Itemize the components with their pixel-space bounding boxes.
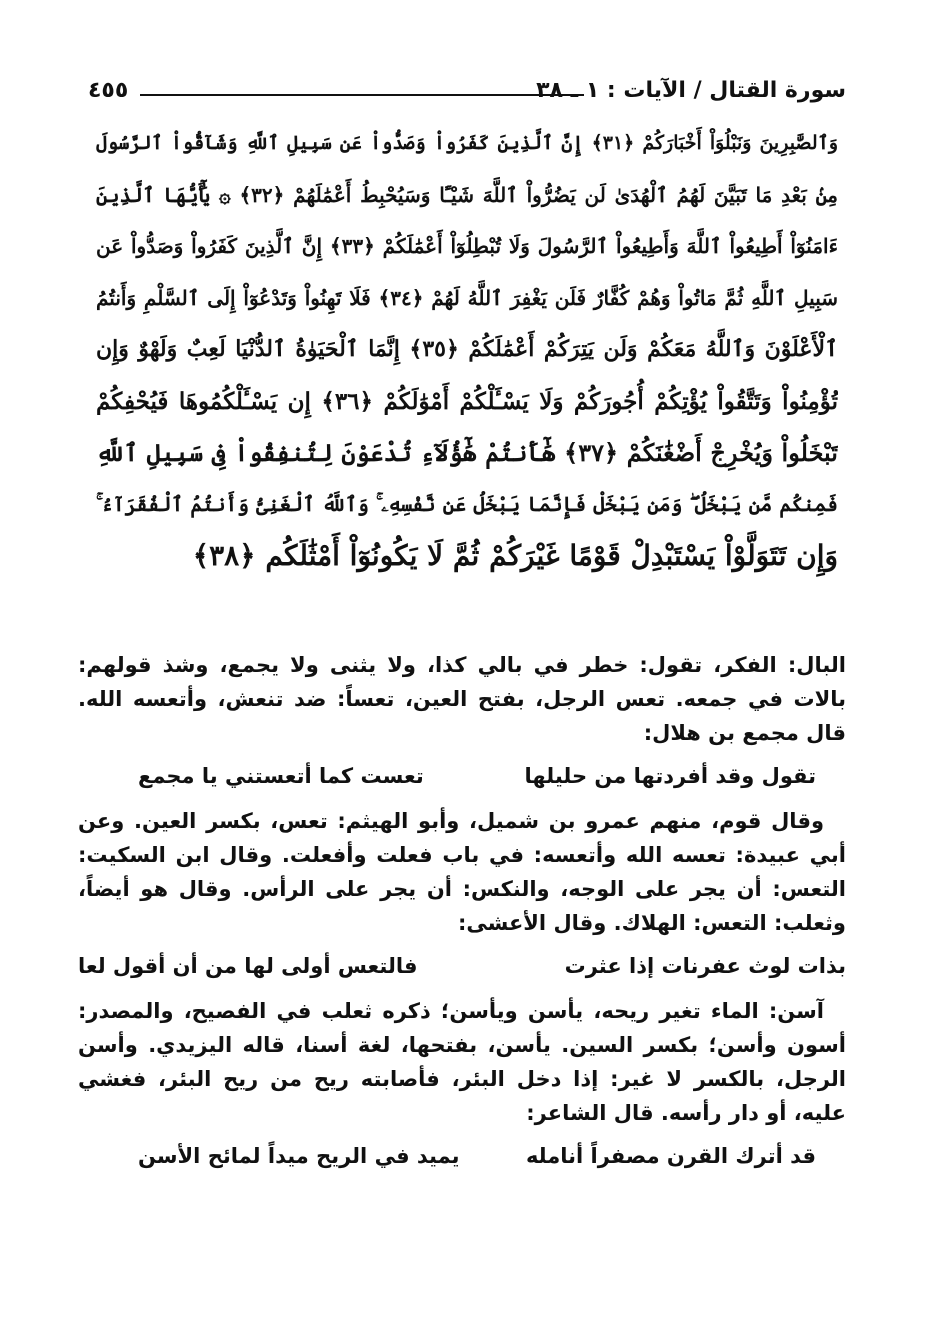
commentary-block — [78, 648, 846, 1184]
verse-second-hemistich: يميد في الريح ميداً لمائح الأسن — [138, 1144, 460, 1168]
poetry-verse — [78, 754, 846, 798]
commentary-paragraph: البال: الفكر، تقول: خطر في بالي كذا، ولا يثنى ولا يجمع، وشذ قولهم: بالات في جمعه. تعس الرجل، بفتح العين، تعساً: ضد تنعش، وأتعسه الله. قال مجمع بن هلال: — [78, 653, 846, 745]
page-number: ٤٥٥ — [88, 78, 129, 103]
surah-title: سورة القتال / الآيات : ١ ـ ٣٨ — [536, 78, 846, 103]
quran-line: ءَامَنُوٓاْ أَطِيعُواْ ٱللَّهَ وَأَطِيعُواْ ٱلرَّسُولَ وَلَا تُبْطِلُوٓاْ أَعْمَٰلَكُمْ ﴿٣٣﴾ إِنَّ ٱلَّذِينَ كَفَرُواْ وَصَدُّواْ عَن — [96, 234, 838, 258]
poetry-verse — [78, 1134, 846, 1178]
verse-first-hemistich: بذات لوث عفرنات إذا عثرت — [564, 954, 846, 978]
quran-line: سَبِيلِ ٱللَّهِ ثُمَّ مَاتُواْ وَهُمْ كُفَّارٌ فَلَن يَغْفِرَ ٱللَّهُ لَهُمْ ﴿٣٤﴾ فَلَا تَهِنُواْ وَتَدْعُوٓاْ إِلَى ٱلسَّلْمِ وَأَنتُمُ — [96, 285, 838, 310]
verse-first-hemistich: قد أترك القرن مصفراً أنامله — [525, 1144, 816, 1168]
poetry-verse — [78, 944, 846, 988]
verse-first-hemistich: تقول وقد أفردتها من حليلها — [524, 764, 816, 788]
header-rule — [140, 94, 584, 96]
quran-line: تُؤْمِنُواْ وَتَتَّقُواْ يُؤْتِكُمْ أُجُورَكُمْ وَلَا يَسْـَٔلْكُمْ أَمْوَٰلَكُمْ ﴿٣٦﴾ إِن يَسْـَٔلْكُمُوهَا فَيُحْفِكُمْ — [96, 387, 838, 415]
quran-text-block — [96, 118, 838, 582]
quran-line: وَٱلصَّٰبِرِينَ وَنَبْلُوَاْ أَخْبَارَكُمْ ﴿٣١﴾ إِنَّ ٱلَّذِينَ كَفَرُواْ وَصَدُّواْ عَن سَبِيلِ ٱللَّهِ وَشَآقُّواْ ٱلرَّسُولَ — [96, 132, 838, 154]
commentary-paragraph: آسن: الماء تغير ريحه، يأسن ويأسن؛ ذكره ثعلب في الفصيح، والمصدر: أسون وأسن؛ بكسر السين. يأسن، بفتحها، لغة أسنا، قاله اليزيدي. وأسن الرجل، بالكسر لا غير: إذا دخل البئر، فأصابته ريح من ريح البئر، فغشي عليه، أو دار رأسه. قال الشاعر: — [78, 999, 846, 1125]
quran-line: وَإِن تَتَوَلَّوْاْ يَسْتَبْدِلْ قَوْمًا غَيْرَكُمْ ثُمَّ لَا يَكُونُوٓاْ أَمْثَٰلَكُم ﴿٣٨﴾ — [192, 539, 838, 572]
quran-line: فَمِنكُم مَّن يَبْخَلُ ۖ وَمَن يَبْخَلْ فَإِنَّمَا يَبْخَلُ عَن نَّفْسِهِۦ ۚ وَٱللَّهُ ٱلْغَنِىُّ وَأَنتُمُ ٱلْفُقَرَآءُ ۚ — [96, 491, 838, 516]
verse-second-hemistich: فالتعس أولى لها من أن أقول لعا — [78, 954, 418, 978]
quran-line: ٱلْأَعْلَوْنَ وَٱللَّهُ مَعَكُمْ وَلَن يَتِرَكُمْ أَعْمَٰلَكُمْ ﴿٣٥﴾ إِنَّمَا ٱلْحَيَوٰةُ ٱلدُّنْيَا لَعِبٌ وَلَهْوٌ وَإِن — [96, 336, 838, 362]
page-header — [88, 74, 846, 108]
quran-line: تَبْخَلُواْ وَيُخْرِجْ أَضْغَٰنَكُمْ ﴿٣٧﴾ هَٰٓأَنتُمْ هَٰٓؤُلَآءِ تُدْعَوْنَ لِتُنفِقُواْ فِى سَبِيلِ ٱللَّهِ — [96, 438, 838, 467]
quran-line: مِنۢ بَعْدِ مَا تَبَيَّنَ لَهُمُ ٱلْهُدَىٰ لَن يَضُرُّواْ ٱللَّهَ شَيْـًٔا وَسَيُحْبِطُ أَعْمَٰلَهُمْ ﴿٣٢﴾ ۞ يَٰٓأَيُّهَا ٱلَّذِينَ — [96, 182, 838, 207]
commentary-paragraph: وقال قوم، منهم عمرو بن شميل، وأبو الهيثم: تعس، بكسر العين. وعن أبي عبيدة: تعسه الله وأتعسه: في باب فعلت وأفعلت. وقال ابن السكيت: التعس: أن يجر على الوجه، والنكس: أن يجر على الرأس. وقال هو أيضاً، وثعلب: التعس: الهلاك. وقال الأعشى: — [78, 809, 846, 935]
verse-second-hemistich: تعست كما أتعستني يا مجمع — [138, 764, 424, 788]
